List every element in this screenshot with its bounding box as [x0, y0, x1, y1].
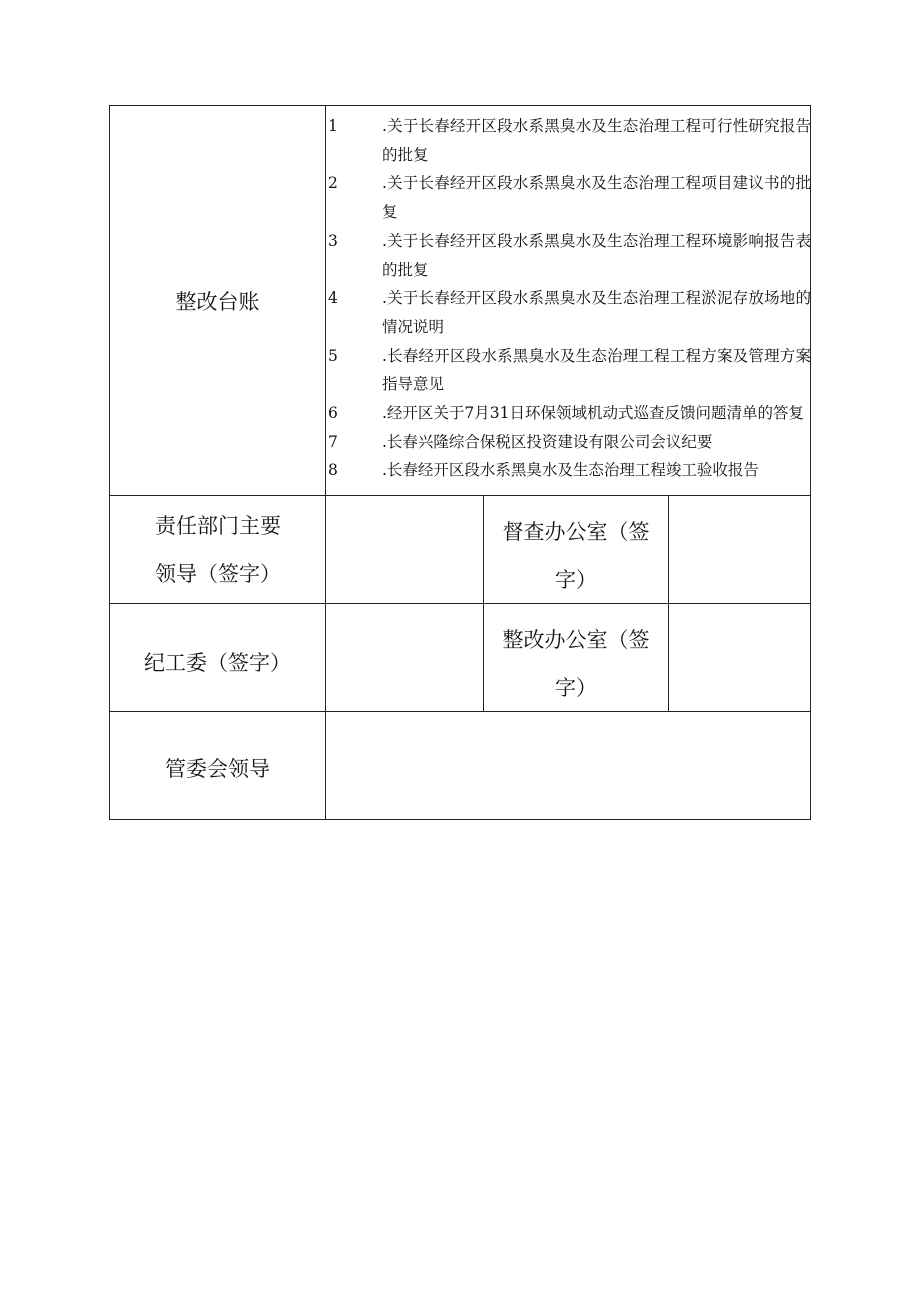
- list-item: 2 .关于长春经开区段水系黑臭水及生态治理工程项目建议书的批复: [328, 174, 811, 222]
- discipline-committee-signature-field[interactable]: [326, 604, 483, 711]
- list-item: 6 .经开区关于7月31日环保领域机动式巡查反馈问题清单的答复: [328, 404, 805, 423]
- supervision-office-label: 督查办公室（签 字）: [502, 520, 650, 592]
- rectification-office-signature-field[interactable]: [669, 604, 810, 711]
- list-item: 1 .关于长春经开区段水系黑臭水及生态治理工程可行性研究报告的批复: [328, 117, 811, 164]
- rectification-office-label: 整改办公室（签 字）: [502, 628, 650, 700]
- rectification-form-table: [109, 105, 811, 820]
- supervision-office-signature-field[interactable]: [669, 496, 810, 603]
- list-item: 7 .长春兴隆综合保税区投资建设有限公司会议纪要: [328, 432, 713, 451]
- list-item: 4 .关于长春经开区段水系黑臭水及生态治理工程淤泥存放场地的情况说明: [328, 289, 811, 336]
- committee-leader-signature-field[interactable]: [326, 712, 810, 819]
- list-item: 5 .长春经开区段水系黑臭水及生态治理工程工程方案及管理方案指导意见: [328, 346, 811, 394]
- list-item: 8 .长春经开区段水系黑臭水及生态治理工程竣工验收报告: [328, 461, 759, 480]
- ledger-label: 整改台账: [175, 290, 260, 314]
- list-item: 3 .关于长春经开区段水系黑臭水及生态治理工程环境影响报告表的批复: [328, 231, 811, 279]
- ledger-item-list: [327, 112, 811, 494]
- committee-leader-label: 管委会领导: [165, 757, 270, 781]
- discipline-committee-label: 纪工委（签字）: [144, 651, 291, 675]
- dept-leader-label: 责任部门主要 领导（签字）: [155, 514, 281, 586]
- dept-leader-signature-field[interactable]: [326, 496, 483, 603]
